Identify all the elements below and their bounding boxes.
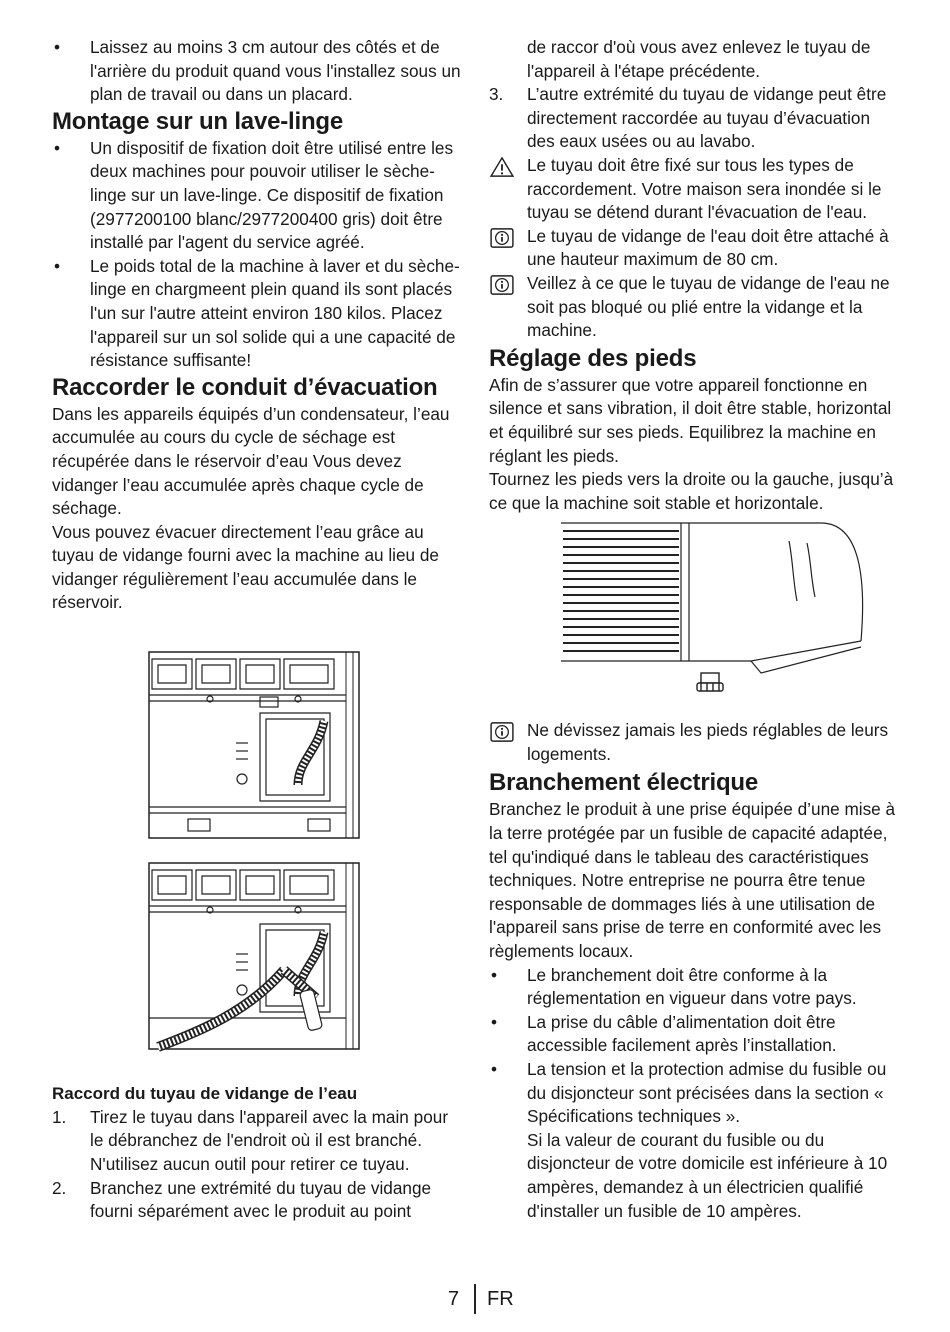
page-number: 7 [448, 1288, 460, 1310]
warning-text: Le tuyau doit être fixé sur tous les types de raccordement. Votre maison sera inondée si le tuyau se détend durant l'évacuation de l'eau. [527, 154, 882, 223]
step-number: 2. [52, 1177, 67, 1198]
bullet-marker: • [491, 1059, 498, 1079]
step-number: 1. [52, 1106, 67, 1127]
branchement-bullet-text: Le branchement doit être conforme à la réglementation en vigueur dans votre pays. [527, 964, 857, 1009]
info-text: Veillez à ce que le tuyau de vidange de l'eau ne soit pas bloqué ou plié entre la vidange et la machine. [527, 272, 890, 341]
footer-divider [474, 1284, 476, 1314]
list-item [489, 964, 899, 1011]
info-icon [489, 722, 515, 742]
section-title-reglage: Réglage des pieds [489, 344, 697, 372]
adjustable-feet-figure [561, 521, 881, 701]
bullet-marker: • [54, 255, 61, 276]
bullet-marker: • [491, 964, 498, 985]
subsection-title-raccord: Raccord du tuyau de vidange de l’eau [52, 1084, 358, 1104]
paragraph: Afin de s’assurer que votre appareil fonctionne en silence et sans vibration, il doit être stable, horizontal et équilibré sur ses pieds. Equilibrez la machine en réglant les pieds. [489, 374, 892, 466]
section-title-raccorder: Raccorder le conduit d’évacuation [52, 373, 438, 401]
section-title-montage: Montage sur un lave-linge [52, 107, 344, 135]
language-code: FR [487, 1288, 514, 1310]
list-item [52, 36, 462, 107]
list-item [52, 1177, 462, 1224]
drain-hose-figure-2 [148, 862, 364, 1052]
info-icon [489, 275, 515, 295]
paragraph: Branchez le produit à une prise équipée d’une mise à la terre protégée par un fusible de capacité adaptée, tel qu'indiqué dans le tableau des caractéristiques techniques. Notre entreprise ne pourra être tenue responsable de dommages liés à une utilisation de l'appareil sans prise de terre en conformité avec les règlements locaux. [489, 799, 896, 962]
bullet-marker: • [54, 37, 61, 57]
list-item [489, 1058, 899, 1223]
continued-text: de raccor d'où vous avez enlevez le tuyau de l'appareil à l'étape précédente. [527, 37, 871, 81]
bullet-marker: • [54, 137, 61, 158]
branchement-bullet-extra: Si la valeur de courant du fusible ou du disjoncteur de votre domicile est inférieure à 10 ampères, demandez à un électricien qualifié d'installer un fusible de 10 ampères. [527, 1129, 888, 1221]
warning-icon [489, 157, 515, 177]
step-text: Branchez une extrémité du tuyau de vidange fourni séparément avec le produit au point [90, 1177, 432, 1222]
intro-bullet-text: Laissez au moins 3 cm autour des côtés et de l'arrière du produit quand vous l'installez sous un plan de travail ou dans un placard. [90, 37, 461, 105]
info-note [489, 225, 899, 272]
left-column [52, 36, 462, 1224]
paragraph: Dans les appareils équipés d’un condensateur, l’eau accumulée au cours du cycle de séchage est récupérée dans le réservoir d’eau Vous devez vidanger l’eau accumulée après chaque cycle de séchage. [52, 403, 450, 519]
paragraph: Tournez les pieds vers la droite ou la gauche, jusqu’à ce que la machine soit stable et horizontale. [489, 469, 894, 513]
warning-note [489, 154, 899, 225]
bullet-marker: • [491, 1011, 498, 1032]
info-icon [489, 228, 515, 248]
list-item [489, 1011, 899, 1058]
branchement-bullet-text: La tension et la protection admise du fusible ou du disjoncteur sont précisées dans la section « Spécifications techniques ». [527, 1059, 887, 1127]
step-text: Tirez le tuyau dans l'appareil avec la main pour le débranchez de l'endroit où il est branché. N'utilisez aucun outil pour retirer ce tuyau. [90, 1106, 449, 1175]
info-note [489, 719, 899, 766]
paragraph: Vous pouvez évacuer directement l’eau grâce au tuyau de vidange fourni avec la machine au lieu de vidanger régulièrement l’eau accumulée dans le réservoir. [52, 521, 439, 613]
section-title-branchement: Branchement électrique [489, 769, 759, 797]
montage-bullet-text: Le poids total de la machine à laver et du sèche-linge en chargmeent plein quand ils sont placés l'un sur l'autre atteint environ 180 kilos. Placez l'appareil sur un sol solide qui a une capacité de résistance suffisante! [90, 255, 460, 371]
branchement-bullet-text: La prise du câble d’alimentation doit être accessible facilement après l’installation. [527, 1011, 837, 1056]
right-column [489, 36, 899, 1223]
drain-hose-figure-1 [148, 651, 364, 841]
step-number: 3. [489, 84, 504, 105]
info-text: Ne dévissez jamais les pieds réglables de leurs logements. [527, 720, 889, 764]
drain-hose-figures [148, 651, 462, 1058]
list-item [489, 83, 899, 154]
step-text: L’autre extrémité du tuyau de vidange peut être directement raccordée au tuyau d’évacuation des eaux usées ou au lavabo. [527, 84, 887, 152]
info-text: Le tuyau de vidange de l'eau doit être attaché à une hauteur maximum de 80 cm. [527, 225, 889, 270]
list-item [52, 137, 462, 255]
info-note [489, 272, 899, 343]
list-item [52, 1106, 462, 1177]
list-item [52, 255, 462, 373]
montage-bullet-text: Un dispositif de fixation doit être utilisé entre les deux machines pour pouvoir utiliser le sèche-linge sur un lave-linge. Ce dispositif de fixation (2977200100 blanc/2977200400 gris) doit être installé par l'agent du service agréé. [90, 137, 454, 253]
